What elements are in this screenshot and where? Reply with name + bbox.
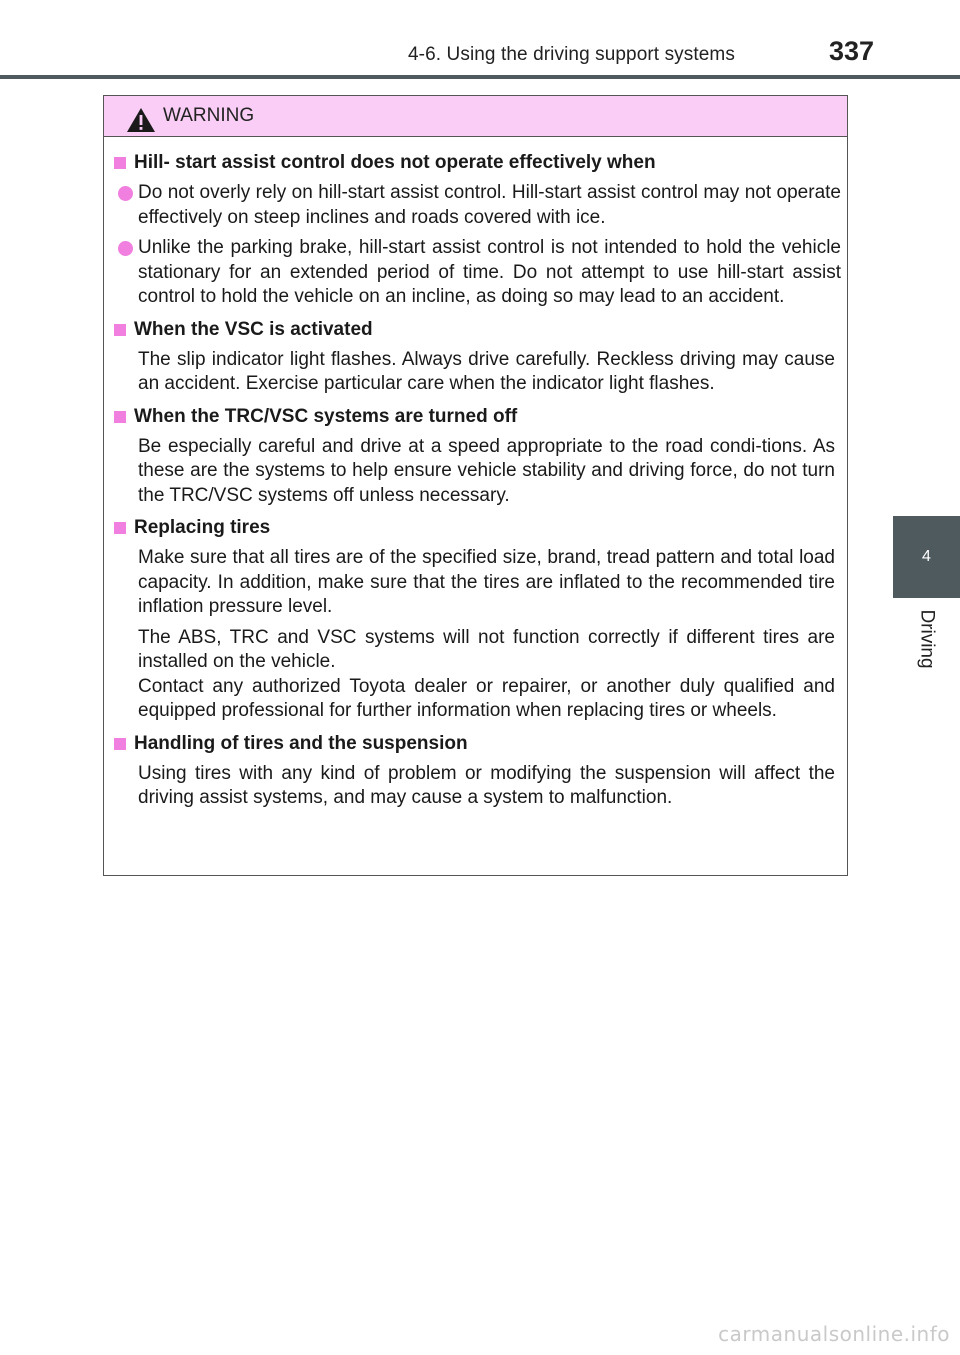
- warning-content: [104, 137, 847, 811]
- paragraph: The slip indicator light flashes. Always drive carefully. Reckless driving may cause an accident. Exercise particular care when the indicator light flashes.: [138, 348, 835, 394]
- circle-bullet-icon: [118, 186, 133, 201]
- warning-triangle-icon: [126, 107, 156, 133]
- paragraph: Using tires with any kind of problem or modifying the suspension will affect the driving assist systems, and may cause a system to malfunction.: [138, 762, 835, 808]
- paragraph: The ABS, TRC and VSC systems will not function correctly if different tires are installed on the vehicle.: [138, 626, 835, 672]
- warning-header: [104, 96, 847, 137]
- warning-label: WARNING: [163, 105, 255, 126]
- paragraph: Be especially careful and drive at a speed appropriate to the road condi-tions. As these are the systems to help ensure vehicle stability and driving force, do not turn the TRC/VSC systems off unless necessary.: [138, 435, 835, 506]
- section-heading: When the VSC is activated: [112, 318, 841, 342]
- section-heading: When the TRC/VSC systems are turned off: [112, 405, 841, 429]
- chapter-tab[interactable]: [893, 516, 960, 598]
- watermark: carmanualsonline.info: [718, 1322, 950, 1346]
- section-vsc-activated: [112, 318, 841, 397]
- list-item: Unlike the parking brake, hill-start assist control is not intended to hold the vehicle stationary for an extended period of time. Do not attempt to use hill-start assist control to hold the vehicle on an incline, as doing so may lead to an accident.: [118, 236, 841, 310]
- paragraph: Make sure that all tires are of the specified size, brand, tread pattern and total load capacity. In addition, make sure that the tires are inflated to the recommended tire inflation pressure level.: [138, 547, 835, 617]
- square-bullet-icon: [114, 157, 126, 169]
- square-bullet-icon: [114, 522, 126, 534]
- page-number: 337: [829, 36, 875, 66]
- section-heading: Replacing tires: [112, 516, 841, 540]
- square-bullet-icon: [114, 324, 126, 336]
- section-heading: Handling of tires and the suspension: [112, 732, 841, 756]
- section-trc-vsc-off: [112, 405, 841, 509]
- section-title: 4-6. Using the driving support systems: [408, 44, 735, 65]
- paragraph: Contact any authorized Toyota dealer or repairer, or another duly qualified and equipped professional for further information when replacing tires or wheels.: [138, 675, 835, 721]
- header-rule: [0, 75, 960, 79]
- square-bullet-icon: [114, 411, 126, 423]
- section-hill-start: [112, 151, 841, 310]
- section-replacing-tires: [112, 516, 841, 724]
- square-bullet-icon: [114, 738, 126, 750]
- list-item: Do not overly rely on hill-start assist control. Hill-start assist control may not operate effectively on steep inclines and roads covered with ice.: [118, 181, 841, 230]
- section-tires-suspension: [112, 732, 841, 811]
- section-heading: Hill- start assist control does not operate effectively when: [112, 151, 841, 175]
- chapter-label: [893, 604, 960, 674]
- chapter-number: 4: [922, 548, 931, 565]
- circle-bullet-icon: [118, 241, 133, 256]
- warning-box: [103, 95, 848, 876]
- chapter-name: Driving: [916, 609, 938, 669]
